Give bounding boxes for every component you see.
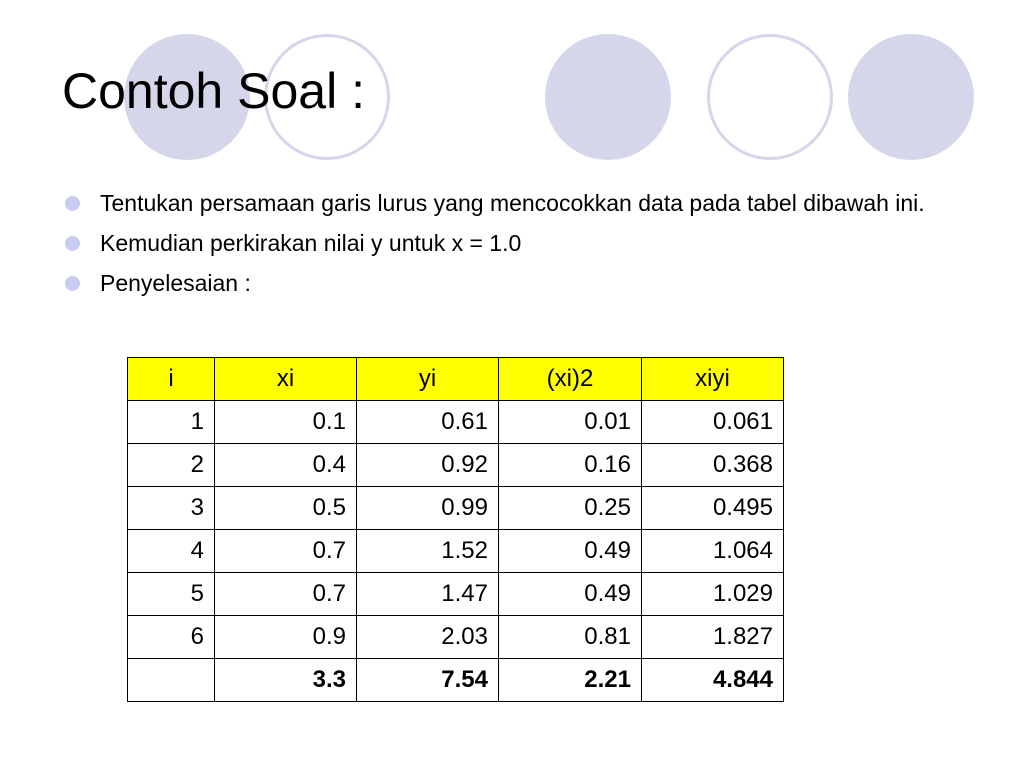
table-cell: 0.061 <box>642 401 784 444</box>
total-cell-xi: 3.3 <box>215 659 357 702</box>
slide-title: Contoh Soal : <box>62 63 365 119</box>
table-row <box>128 487 784 530</box>
bullet-list <box>62 186 982 306</box>
total-cell-xiyi: 4.844 <box>642 659 784 702</box>
bullet-item <box>62 186 982 220</box>
table-cell: 0.7 <box>215 530 357 573</box>
table-cell: 0.49 <box>499 530 642 573</box>
total-cell-empty <box>128 659 215 702</box>
table-cell: 4 <box>128 530 215 573</box>
table-cell: 5 <box>128 573 215 616</box>
total-cell-yi: 7.54 <box>357 659 499 702</box>
bullet-text: Tentukan persamaan garis lurus yang mencocokkan data pada tabel dibawah ini. <box>100 190 925 216</box>
table-totals-row <box>128 659 784 702</box>
data-table-wrapper <box>127 357 784 702</box>
bullet-dot-icon <box>65 196 80 211</box>
table-cell: 0.81 <box>499 616 642 659</box>
table-cell: 2.03 <box>357 616 499 659</box>
table-cell: 1.064 <box>642 530 784 573</box>
table-cell: 0.49 <box>499 573 642 616</box>
total-cell-xi-squared: 2.21 <box>499 659 642 702</box>
table-row <box>128 573 784 616</box>
table-row <box>128 616 784 659</box>
data-table <box>127 357 784 702</box>
table-header-row <box>128 358 784 401</box>
bullet-item <box>62 226 982 260</box>
table-cell: 2 <box>128 444 215 487</box>
table-cell: 0.16 <box>499 444 642 487</box>
table-row <box>128 444 784 487</box>
table-cell: 0.5 <box>215 487 357 530</box>
table-cell: 0.99 <box>357 487 499 530</box>
bullet-dot-icon <box>65 276 80 291</box>
bullet-item <box>62 266 982 300</box>
header-cell-xi: xi <box>215 358 357 401</box>
table-cell: 1.029 <box>642 573 784 616</box>
table-cell: 0.9 <box>215 616 357 659</box>
decor-circle-filled-3 <box>848 34 974 160</box>
table-cell: 0.368 <box>642 444 784 487</box>
table-row <box>128 401 784 444</box>
header-cell-xiyi: xiyi <box>642 358 784 401</box>
table-cell: 0.61 <box>357 401 499 444</box>
table-cell: 0.7 <box>215 573 357 616</box>
decor-circle-ring-2 <box>707 34 833 160</box>
decor-circle-filled-2 <box>545 34 671 160</box>
table-cell: 3 <box>128 487 215 530</box>
table-cell: 1.47 <box>357 573 499 616</box>
bullet-text: Penyelesaian : <box>100 270 251 296</box>
table-row <box>128 530 784 573</box>
table-cell: 0.25 <box>499 487 642 530</box>
table-cell: 0.4 <box>215 444 357 487</box>
table-cell: 0.495 <box>642 487 784 530</box>
table-cell: 0.1 <box>215 401 357 444</box>
table-cell: 0.92 <box>357 444 499 487</box>
header-cell-xi-squared: (xi)2 <box>499 358 642 401</box>
table-cell: 1.827 <box>642 616 784 659</box>
table-cell: 6 <box>128 616 215 659</box>
header-cell-i: i <box>128 358 215 401</box>
bullet-text: Kemudian perkirakan nilai y untuk x = 1.0 <box>100 230 522 256</box>
table-cell: 1 <box>128 401 215 444</box>
table-cell: 1.52 <box>357 530 499 573</box>
table-cell: 0.01 <box>499 401 642 444</box>
header-cell-yi: yi <box>357 358 499 401</box>
bullet-dot-icon <box>65 236 80 251</box>
